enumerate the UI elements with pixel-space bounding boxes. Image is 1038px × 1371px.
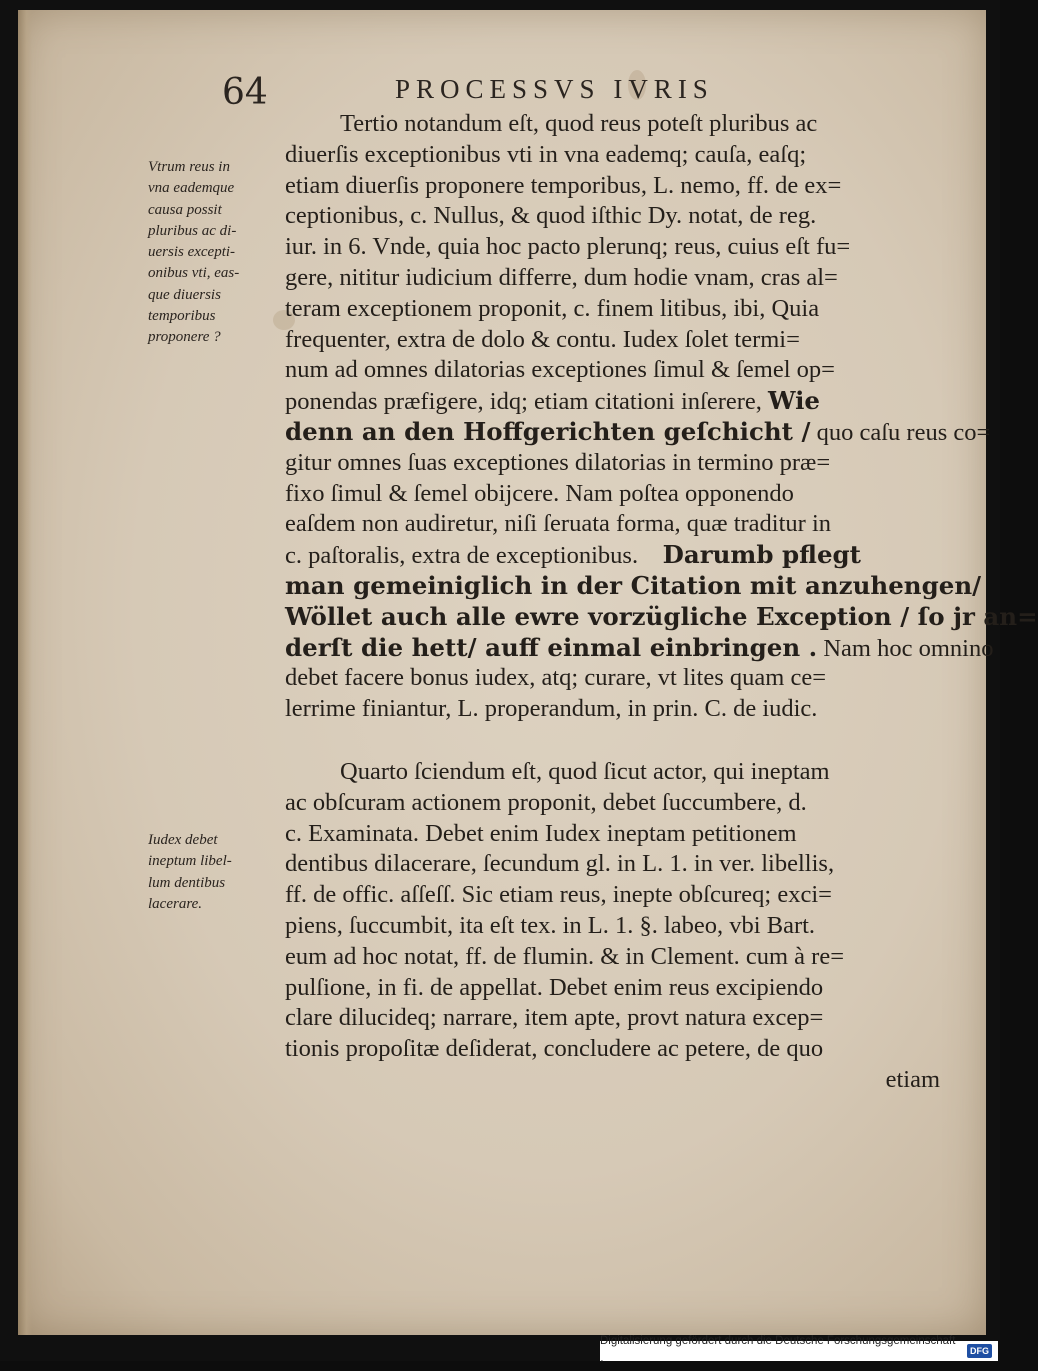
text-line: ac obſcuram actionem proponit, debet ſuccumbere, d.	[285, 788, 807, 816]
text-line: ceptionibus, c. Nullus, & quod iſthic Dy. notat, de reg.	[285, 202, 817, 230]
marginal-note-2	[148, 830, 280, 915]
german-text-run: derſt die hett/ auff einmal einbringen .	[285, 632, 818, 662]
catchword: etiam	[885, 1065, 940, 1093]
main-text-block	[285, 109, 1038, 1096]
marginal-note-line: temporibus	[148, 308, 216, 325]
marginal-note-line: lum dentibus	[148, 874, 226, 891]
text-line: fixo ſimul & ſemel obijcere. Nam poſtea opponendo	[285, 479, 794, 507]
text-line	[285, 416, 991, 448]
paragraph-gap	[285, 725, 940, 757]
running-head: PROCESSVS IVRIS	[395, 74, 714, 104]
text-line: Tertio notandum eſt, quod reus poteſt pluribus ac	[340, 110, 818, 137]
text-line: pulſione, in fi. de appellat. Debet enim reus excipiendo	[285, 973, 824, 1001]
marginal-note-line: vna eademque	[148, 180, 235, 197]
marginal-note-line: pluribus ac di-	[148, 222, 237, 239]
page-number: 64	[222, 72, 268, 113]
text-line: piens, ſuccumbit, ita eſt tex. in L. 1. §. labeo, vbi Bart.	[285, 911, 816, 939]
text-line: gere, nititur iudicium differre, dum hodie vnam, cras al=	[285, 263, 838, 291]
marginal-note-line: causa possit	[148, 201, 222, 218]
text-line: tionis propoſitæ deſiderat, concludere ac petere, de quo	[285, 1035, 824, 1063]
marginal-note-line: que diuersis	[148, 286, 221, 303]
german-text-line: Wöllet auch alle ewre vorzügliche Exception / ſo jr an=	[285, 601, 1038, 631]
text-line: iur. in 6. Vnde, quia hoc pacto plerunq; reus, cuius eſt fu=	[285, 233, 851, 261]
text-line: diuerſis exceptionibus vti in vna eademq; cauſa, eaſq;	[285, 140, 807, 168]
text-line: c. Examinata. Debet enim Iudex ineptam petitionem	[285, 819, 797, 847]
text-line: teram exceptionem proponit, c. finem litibus, ibi, Quia	[285, 294, 820, 322]
digitization-footer	[600, 1335, 998, 1367]
text-line	[285, 632, 994, 664]
text-line: clare dilucideq; narrare, item apte, provt natura excep=	[285, 1004, 824, 1032]
marginal-note-line: Vtrum reus in	[148, 159, 230, 175]
text-line	[285, 386, 940, 417]
marginal-note-line: Iudex debet	[148, 832, 218, 848]
text-line: frequenter, extra de dolo & contu. Iudex ſolet termi=	[285, 325, 800, 353]
text-line	[285, 540, 940, 571]
dfg-logo-icon: DFG	[967, 1344, 992, 1358]
text-line: eum ad hoc notat, ff. de flumin. & in Clement. cum à re=	[285, 942, 845, 970]
german-text-run: denn an den Hoffgerichten geſchicht /	[285, 416, 811, 446]
text-line: Quarto ſciendum eſt, quod ſicut actor, qui ineptam	[340, 757, 830, 785]
text-line: ff. de offic. aſſeſſ. Sic etiam reus, inepte obſcureq; exci=	[285, 881, 832, 909]
text-line: num ad omnes dilatorias exceptiones ſimul & ſemel op=	[285, 356, 835, 384]
text-line: gitur omnes ſuas exceptiones dilatorias in termino præ=	[285, 448, 831, 476]
text-run: ponendas præfigere, idq; etiam citationi inſerere,	[285, 388, 762, 416]
marginal-note-line: lacerare.	[148, 895, 203, 912]
marginal-note-line: ineptum libel-	[148, 853, 232, 870]
text-run: quo caſu reus co=	[810, 418, 991, 446]
text-line: etiam diuerſis proponere temporibus, L. nemo, ff. de ex=	[285, 171, 842, 199]
text-run: Nam hoc omnino	[817, 634, 994, 662]
text-line: lerrime finiantur, L. properandum, in prin. C. de iudic.	[285, 695, 818, 723]
text-line: eaſdem non audiretur, niſi ſeruata forma, quæ traditur in	[285, 510, 832, 538]
german-text-run: Darumb pflegt	[662, 540, 861, 570]
text-run: c. paſtoralis, extra de exceptionibus.	[285, 542, 639, 570]
marginal-note-line: proponere ?	[148, 329, 221, 346]
footer-credit-text: Digitalisierung gefördert durch die Deutsche Forschungsgemeinschaft ·	[600, 1335, 956, 1367]
marginal-note-line: onibus vti, eas-	[148, 265, 240, 282]
german-text-line: man gemeiniglich in der Citation mit anzuhengen/	[285, 570, 982, 600]
text-line: dentibus dilacerare, ſecundum gl. in L. 1. in ver. libellis,	[285, 850, 835, 878]
page-gutter-shadow	[18, 10, 32, 1335]
marginal-note-1	[148, 157, 280, 349]
german-text-run: Wie	[768, 386, 821, 416]
text-line: debet facere bonus iudex, atq; curare, vt lites quam ce=	[285, 664, 827, 692]
marginal-note-line: uersis excepti-	[148, 244, 236, 261]
